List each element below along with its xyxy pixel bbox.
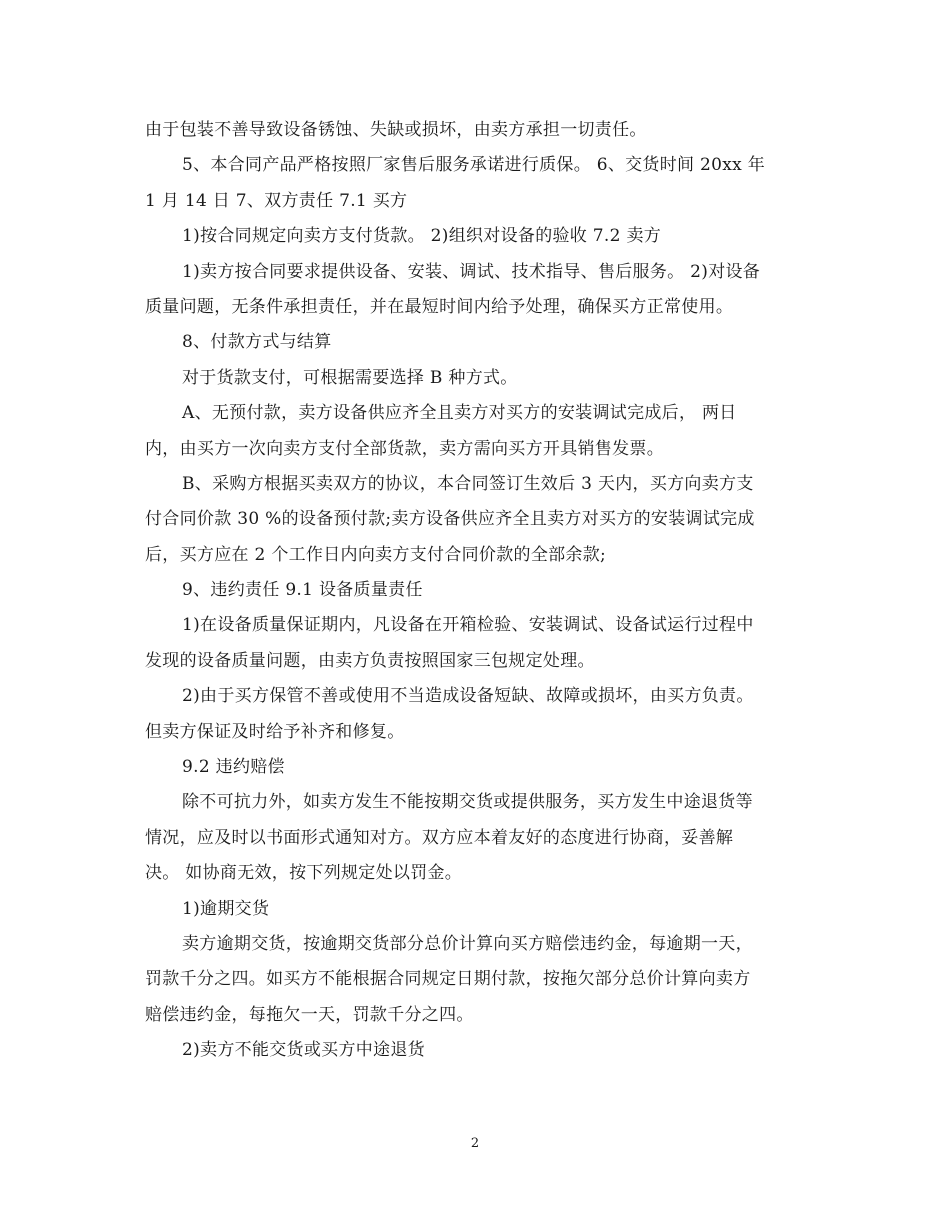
text-line: 由于包装不善导致设备锈蚀、失缺或损坏，由卖方承担一切责任。	[145, 120, 647, 140]
contract-body-text	[145, 113, 810, 1069]
text-line: 罚款千分之四。如买方不能根据合同规定日期付款，按拖欠部分总价计算向卖方	[145, 969, 751, 990]
text-line: 5、本合同产品严格按照厂家售后服务承诺进行质保。 6、交货时间 20xx 年	[182, 155, 766, 176]
text-line: 决。 如协商无效，按下列规定处以罚金。	[145, 863, 463, 884]
text-line: 内，由买方一次向卖方支付全部货款，卖方需向买方开具销售发票。	[145, 438, 664, 459]
subheading-late-delivery: 1)逾期交货	[182, 898, 270, 919]
text-line: 1 月 14 日 7、双方责任 7.1 买方	[145, 190, 408, 211]
text-line: 发现的设备质量问题，由卖方负责按照国家三包规定处理。	[145, 650, 595, 671]
text-line: 1)按合同规定向卖方支付货款。 2)组织对设备的验收 7.2 卖方	[182, 226, 662, 247]
subheading-non-delivery: 2)卖方不能交货或买方中途退货	[182, 1040, 425, 1061]
text-line: 卖方逾期交货，按逾期交货部分总价计算向买方赔偿违约金，每逾期一天，	[182, 933, 753, 954]
text-line: 对于货款支付，可根据需要选择 B 种方式。	[182, 367, 518, 388]
section-heading-compensation: 9.2 违约赔偿	[182, 757, 285, 778]
text-line: 但卖方保证及时给予补齐和修复。	[145, 721, 405, 742]
text-line: 赔偿违约金，每拖欠一天，罚款千分之四。	[145, 1004, 474, 1025]
text-line: 2)由于买方保管不善或使用不当造成设备短缺、故障或损坏，由买方负责。	[182, 686, 754, 707]
text-line: 后，买方应在 2 个工作日内向卖方支付合同价款的全部余款;	[145, 544, 607, 565]
text-line: 除不可抗力外，如卖方发生不能按期交货或提供服务，买方发生中途退货等	[182, 792, 753, 813]
section-heading-payment: 8、付款方式与结算	[182, 332, 332, 353]
text-line: 情况，应及时以书面形式通知对方。双方应本着友好的态度进行协商，妥善解	[145, 827, 734, 848]
text-line: A、无预付款，卖方设备供应齐全且卖方对买方的安装调试完成后， 两日	[182, 403, 737, 424]
text-line: 1)在设备质量保证期内，凡设备在开箱检验、安装调试、设备试运行过程中	[182, 615, 754, 636]
text-line: 付合同价款 30 %的设备预付款;卖方设备供应齐全且卖方对买方的安装调试完成	[145, 509, 755, 530]
section-heading-liability: 9、违约责任 9.1 设备质量责任	[182, 580, 423, 601]
text-line: 质量问题，无条件承担责任，并在最短时间内给予处理，确保买方正常使用。	[145, 296, 734, 317]
text-line: B、采购方根据买卖双方的协议，本合同签订生效后 3 天内，买方向卖方支	[182, 473, 754, 494]
page-number: 2	[470, 1136, 480, 1151]
text-line: 1)卖方按合同要求提供设备、安装、调试、技术指导、售后服务。 2)对设备	[182, 261, 761, 282]
